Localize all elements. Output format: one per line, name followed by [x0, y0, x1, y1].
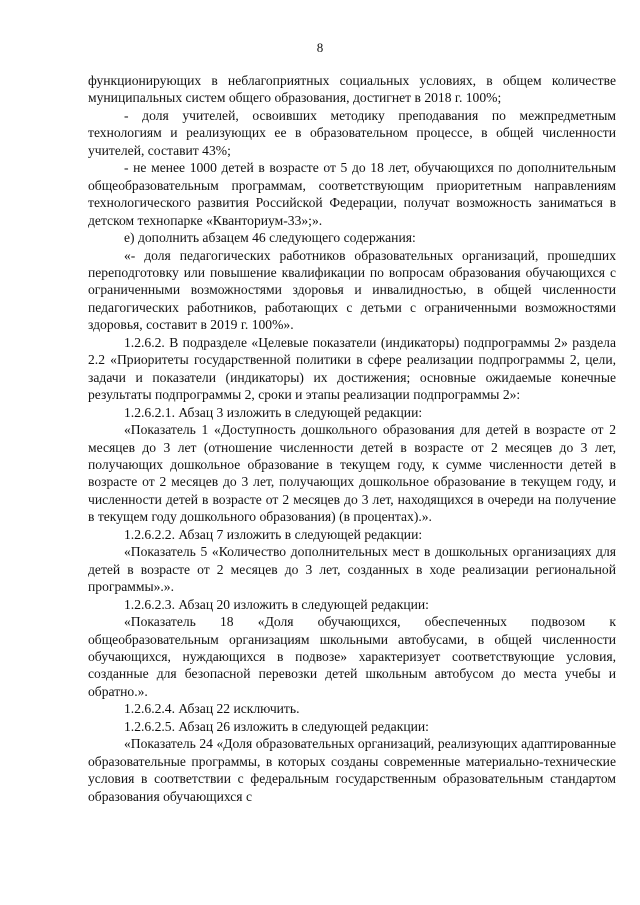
paragraph: 1.2.6.2.1. Абзац 3 изложить в следующей редакции: [124, 404, 423, 420]
paragraph: «- доля педагогических работников образовательных организаций, прошедших переподготовку или повышение квалификации по вопросам образования обучающихся с ограниченными возможностями здоровья и инвалидностью, в общей численности педагогических работников, работающих с детьми с ограниченными возможностями здоровья, составит в 2019 г. 100%». [88, 247, 616, 333]
document-body [88, 72, 616, 805]
paragraph: 1.2.6.2.2. Абзац 7 изложить в следующей редакции: [124, 526, 423, 542]
paragraph: 1.2.6.2.4. Абзац 22 исключить. [124, 701, 300, 717]
paragraph: «Показатель 5 «Количество дополнительных мест в дошкольных организациях для детей в возрасте от 2 месяцев до 3 лет, созданных в ходе реализации региональной программы».». [88, 544, 616, 595]
paragraph: е) дополнить абзацем 46 следующего содержания: [124, 230, 416, 246]
paragraph: функционирующих в неблагоприятных социальных условиях, в общем количестве муниципальных систем общего образования, достигнет в 2018 г. 100%; [88, 73, 616, 106]
paragraph: 1.2.6.2. В подразделе «Целевые показатели (индикаторы) подпрограммы 2» раздела 2.2 «Приоритеты государственной политики в сфере реализации подпрограммы 2, цели, задачи и показатели (индикаторы) их достижения; основные ожидаемые конечные результаты подпрограммы 2, сроки и этапы реализации подпрограммы 2»: [88, 334, 616, 403]
paragraph: 1.2.6.2.5. Абзац 26 изложить в следующей редакции: [124, 718, 429, 734]
paragraph: 1.2.6.2.3. Абзац 20 изложить в следующей редакции: [124, 596, 429, 612]
paragraph: «Показатель 1 «Доступность дошкольного образования для детей в возрасте от 2 месяцев до 3 лет (отношение численности детей в возрасте от 2 месяцев до 3 лет, получающих дошкольное образование в текущем году, к сумме численности детей в возрасте от 2 месяцев до 3 лет, получающих дошкольное образование в текущем году, и численности детей в возрасте от 2 месяцев до 3 лет, находящихся в очереди на получение в текущем году дошкольного образования) (в процентах).». [88, 422, 616, 525]
paragraph: «Показатель 18 «Доля обучающихся, обеспеченных подвозом к общеобразовательным организациям школьными автобусами, в общей численности обучающихся, нуждающихся в подвозе» характеризует соответствующие условия, созданные для безопасной перевозки детей школьным автобусом до места учебы и обратно.». [88, 614, 616, 699]
page-number: 8 [316, 40, 324, 55]
paragraph: - доля учителей, освоивших методику преподавания по межпредметным технологиям и реализующих ее в образовательном процессе, в общей численности учителей, составит 43%; [88, 107, 616, 158]
paragraph: - не менее 1000 детей в возрасте от 5 до 18 лет, обучающихся по дополнительным общеобразовательным программам, соответствующим приоритетным направлениям технологического развития Российской Федерации, получат возможность заниматься в детском технопарке «Кванториум-33»;». [88, 160, 616, 228]
paragraph: «Показатель 24 «Доля образовательных организаций, реализующих адаптированные образовательные программы, в которых созданы современные материально-технические условия в соответствии с федеральным государственным образовательным стандартом образования обучающихся с [88, 736, 616, 804]
